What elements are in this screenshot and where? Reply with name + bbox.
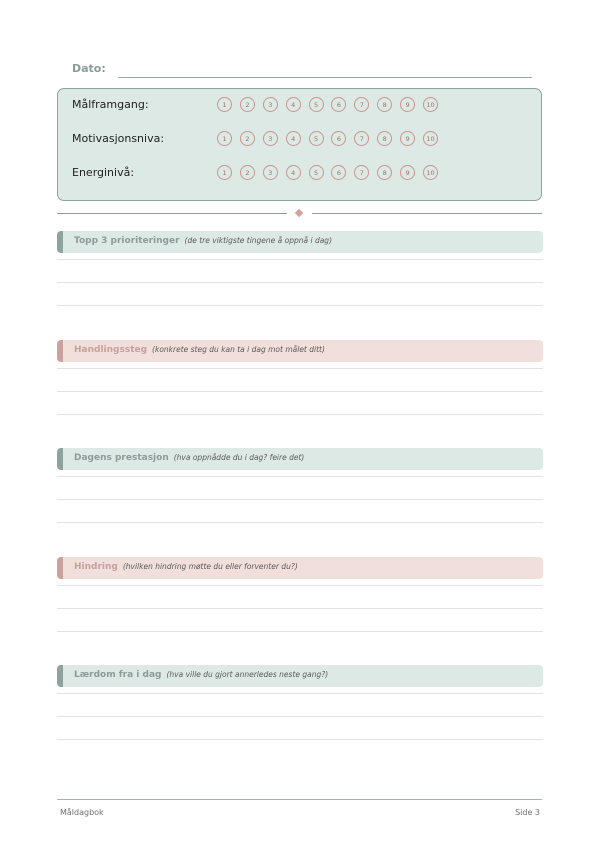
rating-circle[interactable]: 6 — [331, 165, 346, 180]
writing-line[interactable] — [57, 522, 543, 523]
rating-circle[interactable]: 4 — [286, 165, 301, 180]
section-lessons-learned — [57, 665, 543, 745]
writing-line[interactable] — [57, 693, 543, 694]
writing-line[interactable] — [57, 368, 543, 369]
writing-line[interactable] — [57, 499, 543, 500]
section-header — [57, 231, 543, 253]
section-hint: (konkrete steg du kan ta i dag mot målet ditt) — [152, 345, 325, 354]
rating-row-energy — [72, 165, 532, 183]
divider-line-right — [312, 213, 542, 214]
rating-label: Energinivå: — [72, 166, 135, 179]
writing-line[interactable] — [57, 282, 543, 283]
writing-line[interactable] — [57, 585, 543, 586]
rating-circle[interactable]: 6 — [331, 131, 346, 146]
rating-circle[interactable]: 7 — [354, 97, 369, 112]
writing-line[interactable] — [57, 608, 543, 609]
rating-circle[interactable]: 5 — [309, 97, 324, 112]
rating-circle[interactable]: 4 — [286, 97, 301, 112]
rating-circle[interactable]: 1 — [217, 97, 232, 112]
rating-circle[interactable]: 9 — [400, 165, 415, 180]
section-action-steps — [57, 340, 543, 420]
writing-line[interactable] — [57, 259, 543, 260]
rating-circle[interactable]: 5 — [309, 165, 324, 180]
rating-scale — [217, 131, 446, 146]
section-title-text: Lærdom fra i dag — [74, 670, 162, 680]
diamond-icon — [295, 209, 303, 217]
rating-circle[interactable]: 8 — [377, 165, 392, 180]
page-number: Side 3 — [515, 808, 540, 817]
rating-circle[interactable]: 10 — [423, 97, 438, 112]
section-hint: (hvilken hindring møtte du eller forventer du?) — [122, 562, 298, 571]
section-title — [74, 236, 332, 246]
section-title — [74, 453, 304, 463]
section-title — [74, 562, 298, 572]
rating-circle[interactable]: 8 — [377, 97, 392, 112]
section-title-text: Handlingssteg — [74, 345, 148, 355]
rating-circle[interactable]: 9 — [400, 131, 415, 146]
section-hint: (de tre viktigste tingene å oppnå i dag) — [184, 236, 332, 245]
section-title-text: Dagens prestasjon — [74, 453, 169, 463]
rating-circle[interactable]: 4 — [286, 131, 301, 146]
rating-circle[interactable]: 7 — [354, 165, 369, 180]
footer-title: Måldagbok — [60, 808, 104, 817]
date-label: Dato: — [72, 62, 106, 75]
section-hint: (hva ville du gjort annerledes neste gang?) — [166, 670, 329, 679]
rating-circle[interactable]: 5 — [309, 131, 324, 146]
section-title — [74, 670, 328, 680]
rating-circle[interactable]: 10 — [423, 165, 438, 180]
rating-label: Motivasjonsniva: — [72, 132, 165, 145]
rating-circle[interactable]: 6 — [331, 97, 346, 112]
writing-line[interactable] — [57, 305, 543, 306]
rating-circle[interactable]: 3 — [263, 131, 278, 146]
section-header — [57, 557, 543, 579]
footer-divider — [57, 799, 542, 800]
section-obstacle — [57, 557, 543, 637]
writing-line[interactable] — [57, 739, 543, 740]
rating-circle[interactable]: 2 — [240, 165, 255, 180]
writing-line[interactable] — [57, 391, 543, 392]
section-hint: (hva oppnådde du i dag? feire det) — [173, 453, 305, 462]
writing-line[interactable] — [57, 716, 543, 717]
section-title-text: Topp 3 prioriteringer — [74, 236, 180, 246]
rating-circle[interactable]: 7 — [354, 131, 369, 146]
writing-line[interactable] — [57, 414, 543, 415]
rating-row-motivation — [72, 131, 532, 149]
rating-circle[interactable]: 2 — [240, 97, 255, 112]
section-header — [57, 340, 543, 362]
writing-line[interactable] — [57, 631, 543, 632]
rating-circle[interactable]: 9 — [400, 97, 415, 112]
section-title-text: Hindring — [74, 562, 118, 572]
rating-box — [57, 88, 542, 201]
rating-circle[interactable]: 10 — [423, 131, 438, 146]
rating-circle[interactable]: 1 — [217, 165, 232, 180]
rating-circle[interactable]: 3 — [263, 165, 278, 180]
section-top-priorities — [57, 231, 543, 311]
date-input-line[interactable] — [118, 77, 532, 78]
section-title — [74, 345, 325, 355]
divider-line-left — [57, 213, 287, 214]
rating-circle[interactable]: 2 — [240, 131, 255, 146]
ornamental-divider — [57, 209, 542, 219]
rating-row-goal-progress — [72, 97, 532, 115]
rating-scale — [217, 165, 446, 180]
section-daily-achievement — [57, 448, 543, 528]
date-row — [72, 62, 532, 82]
rating-circle[interactable]: 1 — [217, 131, 232, 146]
rating-circle[interactable]: 3 — [263, 97, 278, 112]
rating-label: Målframgang: — [72, 98, 149, 111]
rating-scale — [217, 97, 446, 112]
section-header — [57, 448, 543, 470]
rating-circle[interactable]: 8 — [377, 131, 392, 146]
writing-line[interactable] — [57, 476, 543, 477]
section-header — [57, 665, 543, 687]
